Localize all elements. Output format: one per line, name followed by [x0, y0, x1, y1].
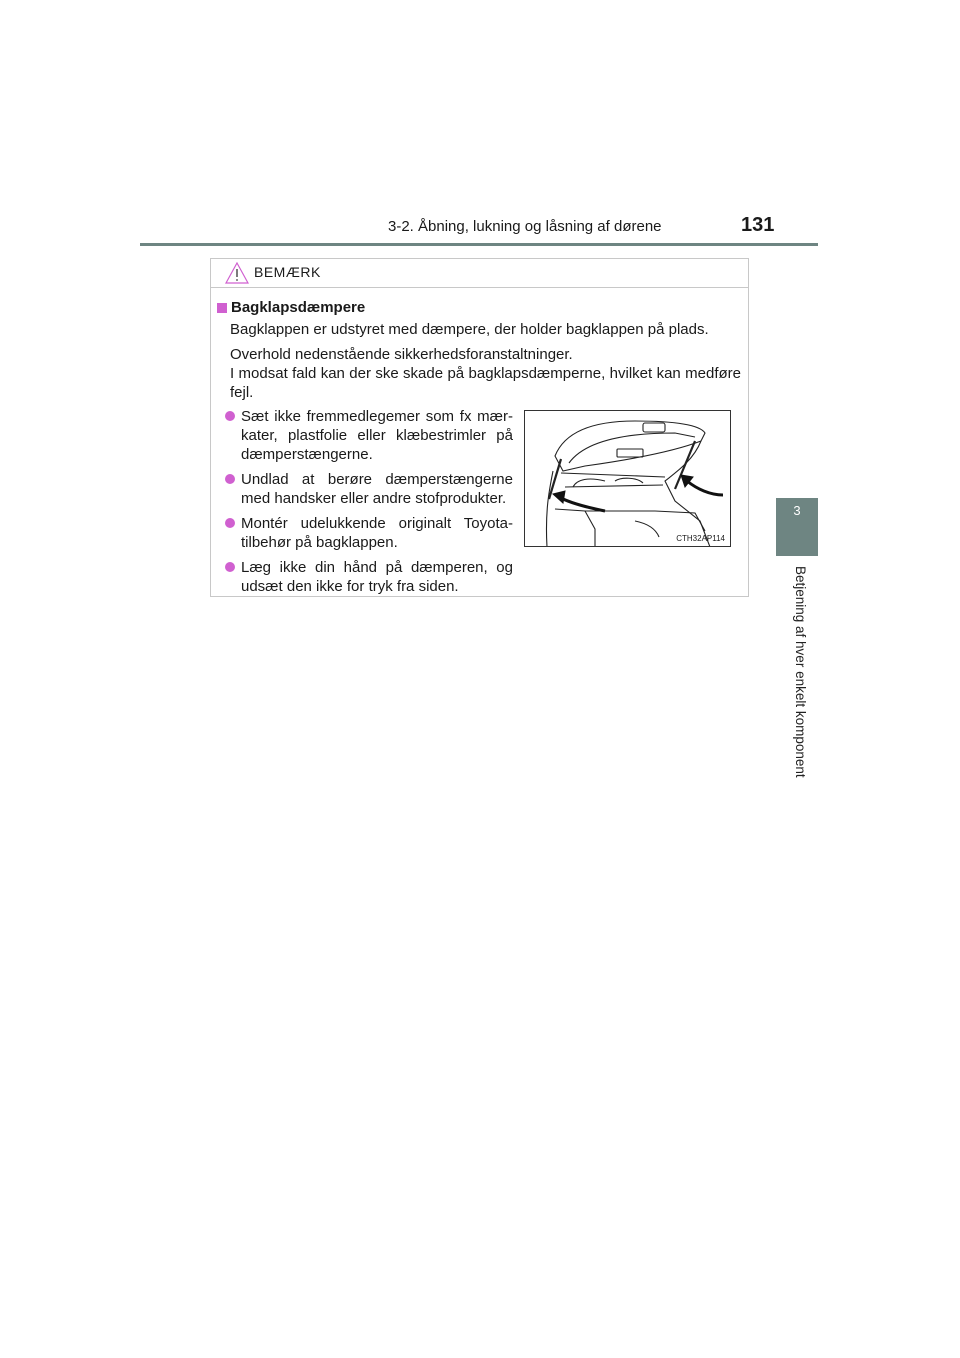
- notice-paragraph: [230, 345, 741, 402]
- page-number: 131: [741, 214, 775, 236]
- chapter-title: Betjening af hver enkelt komponent: [793, 566, 808, 778]
- bullet-dot-icon: [225, 562, 235, 572]
- chapter-tab: [776, 498, 818, 556]
- paragraph-line: Overhold nedenstående sikkerhedsforanstaltninger.: [230, 346, 573, 363]
- notice-box: [210, 258, 749, 597]
- header-section-title: 3-2. Åbning, lukning og låsning af dørene: [388, 218, 662, 235]
- notice-title: BEMÆRK: [254, 264, 321, 280]
- figure-label: CTH32AP114: [676, 534, 725, 543]
- bullet-line: Læg ikke din hånd på dæmperen, og: [241, 559, 513, 576]
- bullet-line: Sæt ikke fremmedlegemer som fx mær-: [241, 408, 513, 425]
- header-rule: [140, 243, 818, 246]
- bullet-line: tilbehør på bagklappen.: [241, 534, 398, 551]
- notice-paragraph: Bagklappen er udstyret med dæmpere, der holder bagklappen på plads.: [230, 321, 709, 338]
- list-item: [225, 514, 513, 552]
- bullet-line: Undlad at berøre dæmperstængerne: [241, 471, 513, 488]
- chapter-number: 3: [793, 503, 801, 518]
- bullet-dot-icon: [225, 474, 235, 484]
- bullet-line: dæmperstængerne.: [241, 446, 373, 463]
- section-title: Bagklapsdæmpere: [231, 299, 366, 316]
- bullet-line: Montér udelukkende originalt Toyota-: [241, 515, 513, 532]
- bullet-line: kater, plastfolie eller klæbestrimler på: [241, 427, 513, 444]
- list-item: [225, 470, 513, 508]
- bullet-line: med handsker eller andre stofprodukter.: [241, 490, 507, 507]
- paragraph-line: fejl.: [230, 384, 254, 401]
- tailgate-open-drawing: [525, 411, 731, 547]
- paragraph-line: I modsat fald kan der ske skade på bagklapsdæmperne, hvilket kan medføre: [230, 365, 741, 382]
- list-item: [225, 558, 513, 596]
- bullet-dot-icon: [225, 411, 235, 421]
- bullet-line: udsæt den ikke for tryk fra siden.: [241, 578, 459, 595]
- warning-triangle-icon: [225, 262, 249, 284]
- tailgate-damper-illustration: [524, 410, 731, 547]
- list-item: [225, 407, 513, 464]
- bullet-list: [225, 407, 513, 602]
- notice-header: [211, 259, 748, 288]
- section-marker-icon: [217, 303, 227, 313]
- bullet-dot-icon: [225, 518, 235, 528]
